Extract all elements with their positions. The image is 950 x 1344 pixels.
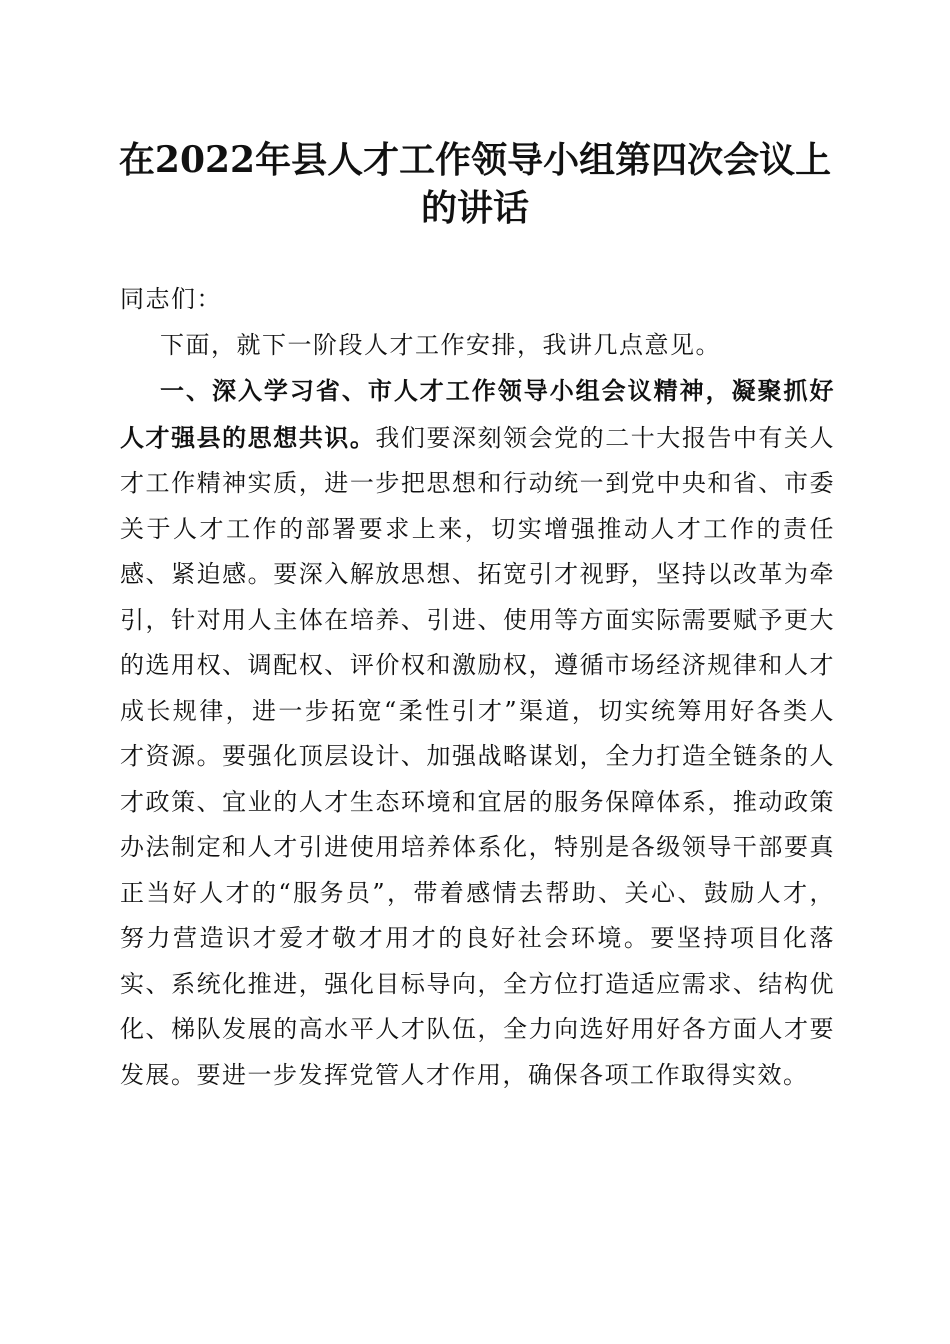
title-line-1: 在2022年县人才工作领导小组第四次会议上 <box>118 139 832 181</box>
section-1-body: 我们要深刻领会党的二十大报告中有关人才工作精神实质，进一步把思想和行动统一到党中央和省、市委关于人才工作的部署要求上来，切实增强推动人才工作的责任感、紧迫感。要深入解放思想、拓宽引才视野，坚持以改革为牵引，针对用人主体在培养、引进、使用等方面实际需要赋予更大的选用权、调配权、评价权和激励权，遵循市场经济规律和人才成长规律，进一步拓宽“柔性引才”渠道，切实统筹用好各类人才资源。要强化顶层设计、加强战略谋划，全力打造全链条的人才政策、宜业的人才生态环境和宜居的服务保障体系，推动政策办法制定和人才引进使用培养体系化，特别是各级领导干部要真正当好人才的“服务员”，带着感情去帮助、关心、鼓励人才，努力营造识才爱才敬才用才的良好社会环境。要坚持项目化落实、系统化推进，强化目标导向，全方位打造适应需求、结构优化、梯队发展的高水平人才队伍，全力向选好用好各方面人才要发展。要进一步发挥党管人才作用，确保各项工作取得实效。 <box>120 423 836 1089</box>
section-1-paragraph <box>120 368 835 1098</box>
salutation: 同志们： <box>120 285 222 313</box>
document-title <box>110 136 840 232</box>
document-body <box>120 277 835 1098</box>
intro-paragraph: 下面，就下一阶段人才工作安排，我讲几点意见。 <box>160 330 721 359</box>
section-1-heading: 一、深入学习省、市人才工作领导小组会议精神，凝聚抓好人才强县的思想共识。 <box>120 376 835 452</box>
title-line-2: 的讲话 <box>420 187 529 229</box>
